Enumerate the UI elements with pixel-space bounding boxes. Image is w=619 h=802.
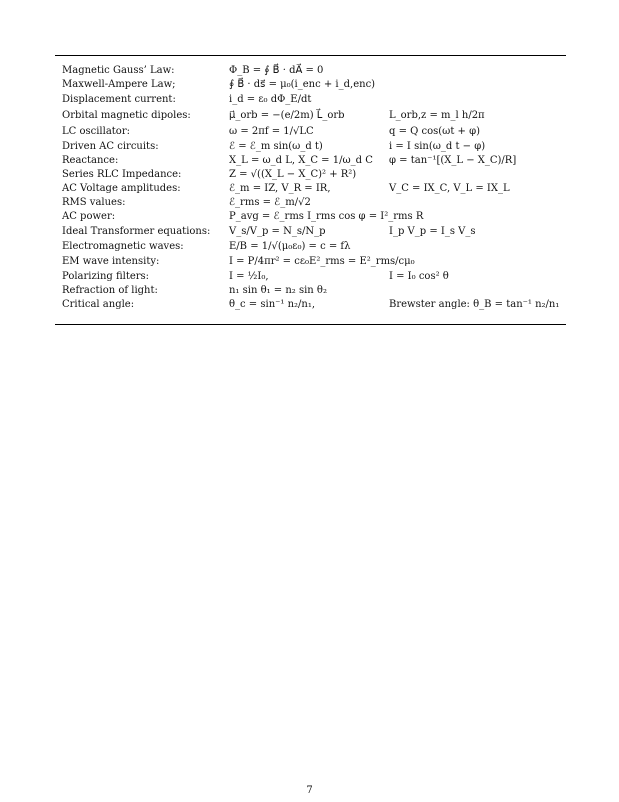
formula-label: Critical angle:: [62, 299, 135, 310]
formula-equation-secondary: I = I₀ cos² θ: [389, 271, 449, 282]
formula-label: Series RLC Impedance:: [62, 169, 182, 180]
formula-row-transformer: [62, 224, 562, 240]
formula-equation: ℰ_m = IZ, V_R = IR,: [229, 183, 331, 194]
formula-sheet: [62, 64, 562, 312]
formula-equation-secondary: i = I sin(ω_d t − φ): [389, 141, 486, 152]
formula-label: RMS values:: [62, 197, 126, 208]
formula-equation: V_s/V_p = N_s/N_p: [229, 226, 326, 237]
formula-label: Polarizing filters:: [62, 271, 150, 282]
formula-label: Ideal Transformer equations:: [62, 226, 211, 237]
formula-row-reactance: [62, 154, 562, 168]
formula-label: Orbital magnetic dipoles:: [62, 110, 191, 121]
formula-equation: I = P/4πr² = cε₀E²_rms = E²_rms/cμ₀: [229, 256, 415, 267]
formula-row-maxwell-ampere: [62, 78, 562, 92]
formula-equation: P_avg = ℰ_rms I_rms cos φ = I²_rms R: [229, 211, 424, 222]
formula-row-critical-angle: [62, 298, 562, 312]
formula-equation: X_L = ω_d L, X_C = 1/ω_d C: [229, 155, 373, 166]
formula-equation: n₁ sin θ₁ = n₂ sin θ₂: [229, 285, 327, 296]
formula-label: EM wave intensity:: [62, 256, 160, 267]
formula-equation: Z = √((X_L − X_C)² + R²): [229, 169, 357, 180]
formula-equation-secondary: φ = tan⁻¹[(X_L − X_C)/R]: [389, 155, 517, 166]
formula-label: Electromagnetic waves:: [62, 241, 184, 252]
formula-label: Magnetic Gauss’ Law:: [62, 65, 175, 76]
formula-row-rms-values: [62, 196, 562, 210]
formula-label: AC Voltage amplitudes:: [62, 183, 181, 194]
formula-row-lc-oscillator: [62, 124, 562, 140]
formula-label: Refraction of light:: [62, 285, 158, 296]
formula-equation: ∮ B⃗ · ds⃗ = μ₀(i_enc + i_d,enc): [229, 79, 376, 90]
formula-equation: ω = 2πf = 1/√LC: [229, 126, 314, 137]
formula-equation-secondary: V_C = IX_C, V_L = IX_L: [389, 183, 510, 194]
formula-row-refraction: [62, 284, 562, 298]
formula-row-magnetic-gauss: [62, 64, 562, 78]
formula-row-em-intensity: [62, 254, 562, 270]
formula-label: Maxwell-Ampere Law;: [62, 79, 176, 90]
formula-row-em-waves: [62, 240, 562, 254]
formula-row-polarizing: [62, 270, 562, 284]
formula-equation-secondary: q = Q cos(ωt + φ): [389, 126, 480, 137]
formula-row-rlc-impedance: [62, 168, 562, 182]
formula-label: Driven AC circuits:: [62, 141, 159, 152]
formula-equation-secondary: I_p V_p = I_s V_s: [389, 226, 476, 237]
formula-equation: Φ_B = ∮ B⃗ · dA⃗ = 0: [229, 65, 324, 76]
formula-row-driven-ac: [62, 140, 562, 154]
formula-label: Reactance:: [62, 155, 119, 166]
table-top-rule: [55, 55, 566, 56]
formula-label: LC oscillator:: [62, 126, 130, 137]
formula-row-ac-power: [62, 210, 562, 224]
formula-equation-secondary: L_orb,z = m_l h/2π: [389, 110, 485, 121]
formula-equation: μ⃗_orb = −(e/2m) L⃗_orb: [229, 110, 345, 121]
formula-equation-secondary: Brewster angle: θ_B = tan⁻¹ n₂/n₁: [389, 299, 560, 310]
formula-equation: ℰ_rms = ℰ_m/√2: [229, 197, 311, 208]
formula-row-orbital-dipoles: [62, 108, 562, 124]
formula-equation: i_d = ε₀ dΦ_E/dt: [229, 94, 312, 105]
formula-equation: I = ½I₀,: [229, 271, 269, 282]
page-number: 7: [306, 785, 313, 796]
formula-label: AC power:: [62, 211, 116, 222]
formula-row-ac-voltage: [62, 182, 562, 196]
formula-label: Displacement current:: [62, 94, 176, 105]
formula-equation: θ_c = sin⁻¹ n₂/n₁,: [229, 299, 316, 310]
formula-equation: ℰ = ℰ_m sin(ω_d t): [229, 141, 323, 152]
table-bottom-rule: [55, 324, 566, 325]
formula-equation: E/B = 1/√(μ₀ε₀) = c = fλ: [229, 241, 351, 252]
formula-row-displacement-current: [62, 92, 562, 108]
